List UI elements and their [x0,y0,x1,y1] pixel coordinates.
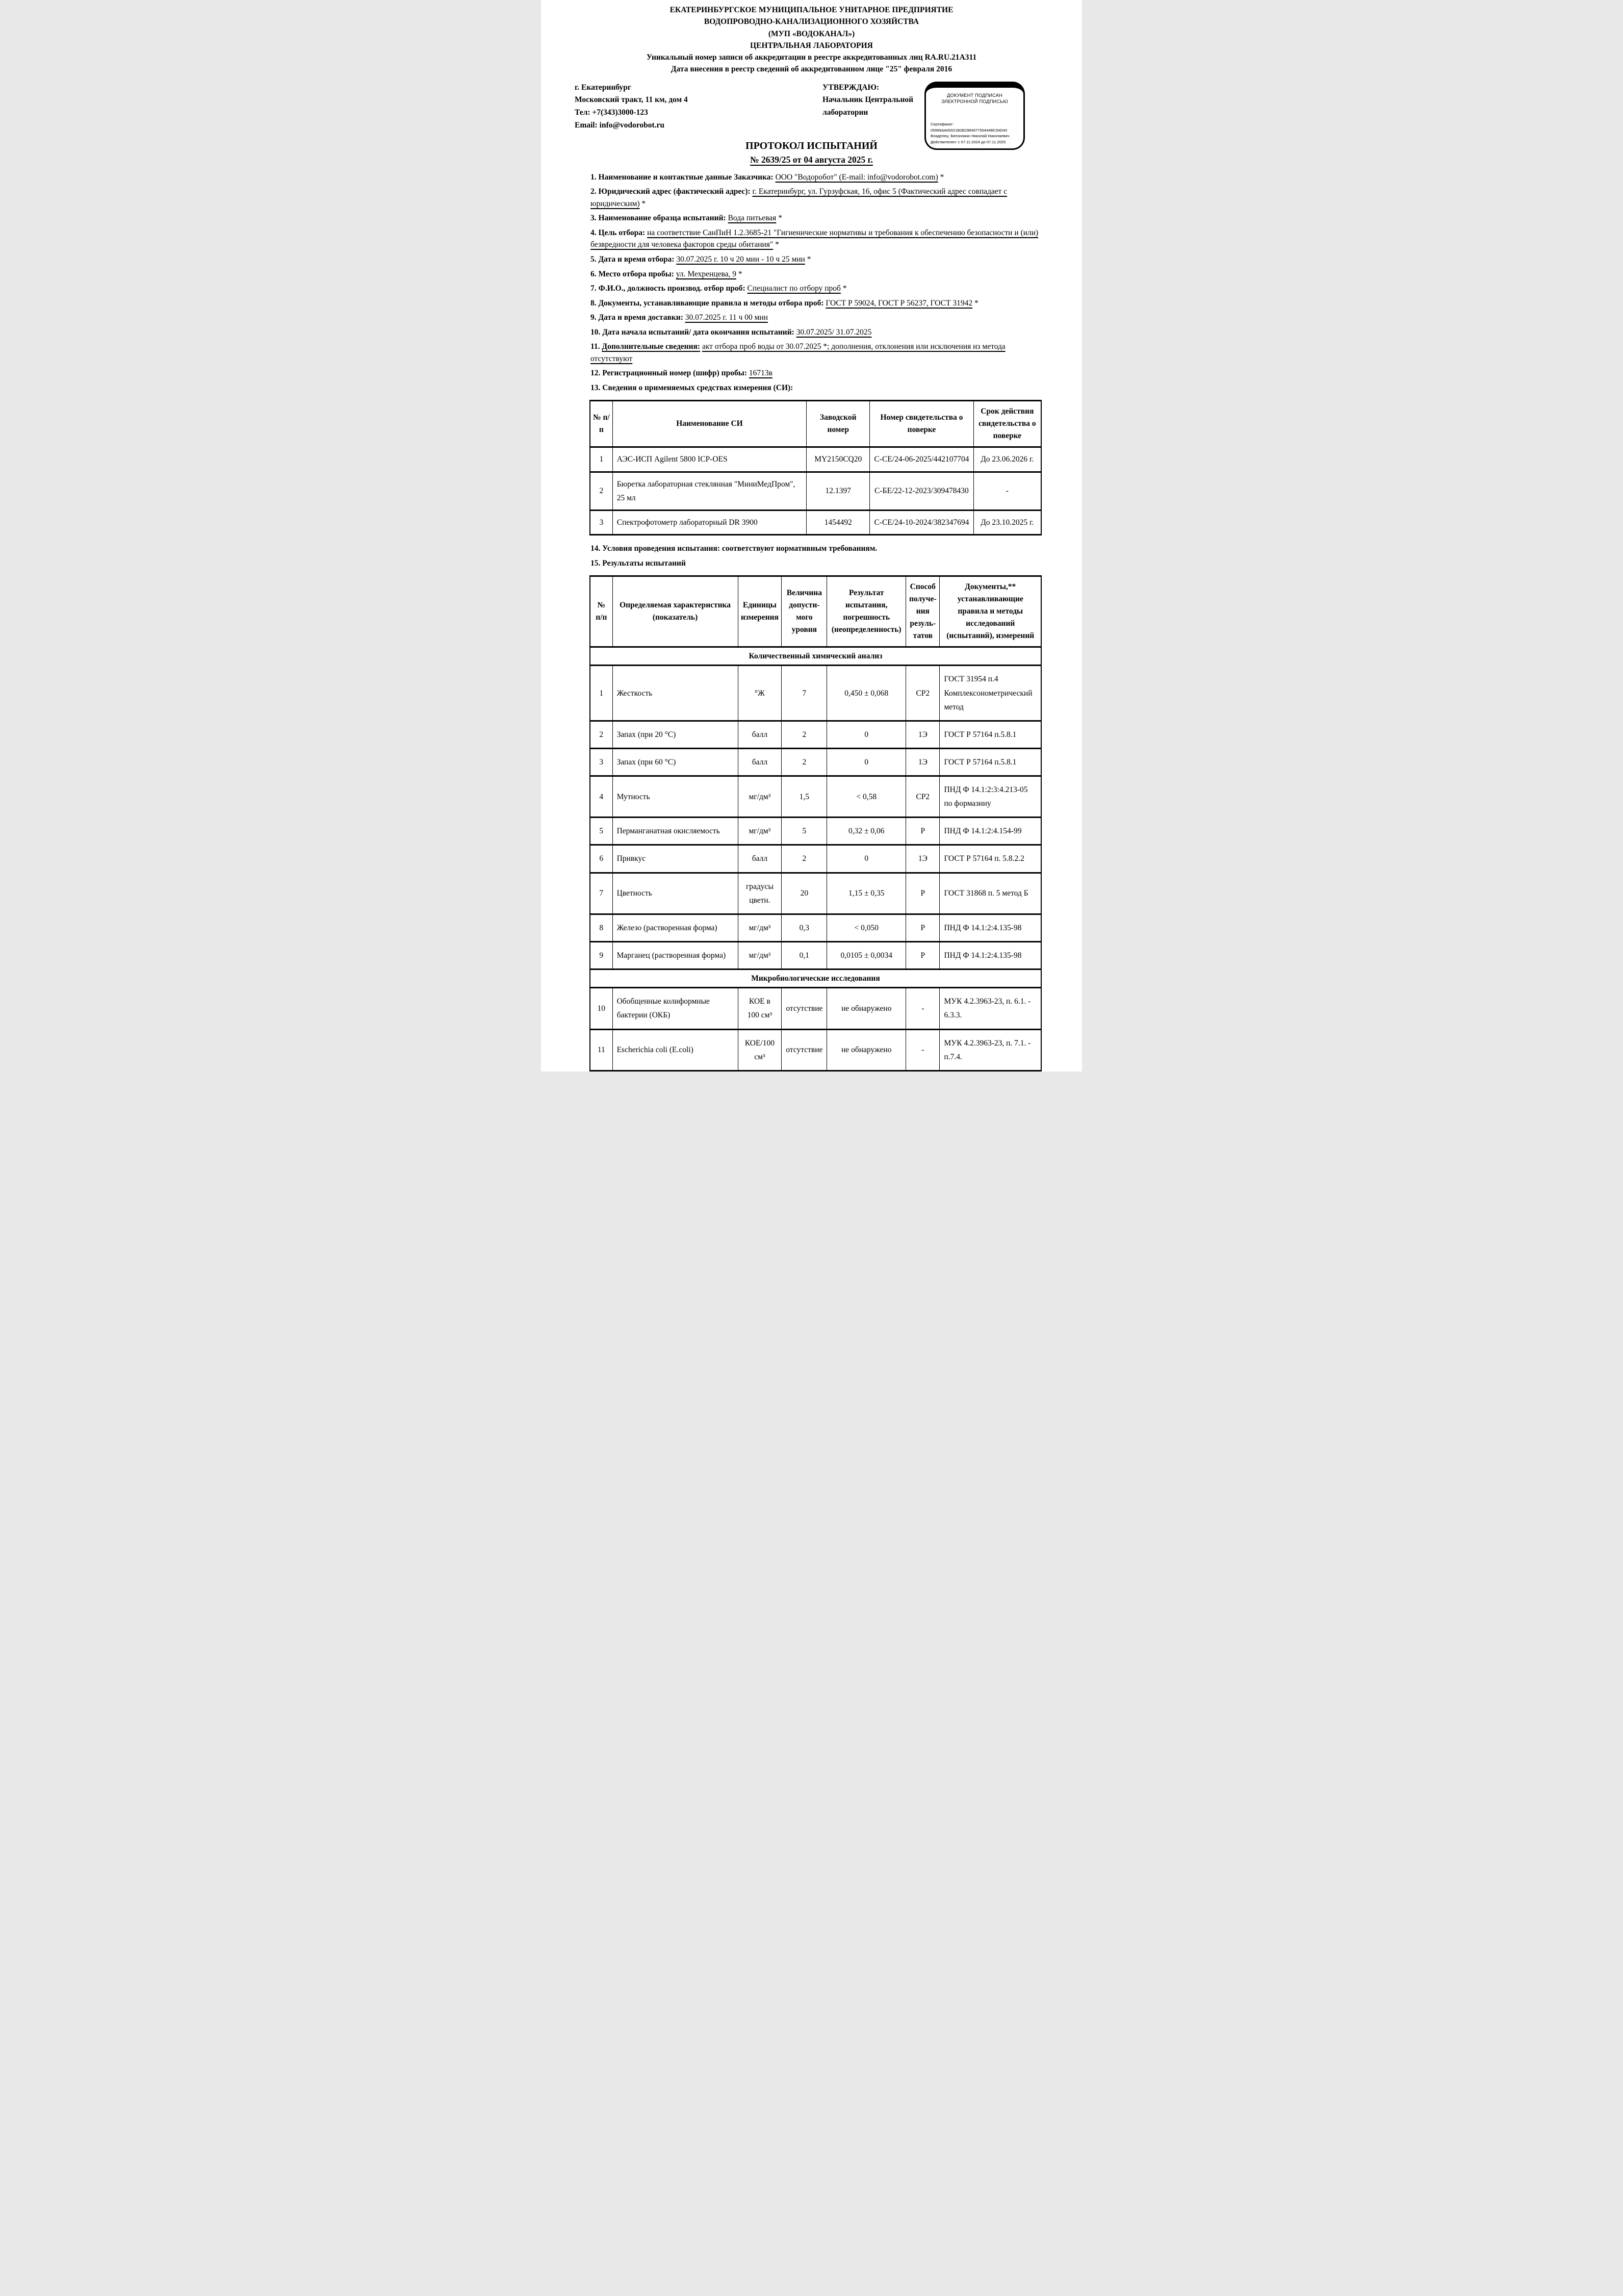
stamp-title-line1: ДОКУМЕНТ ПОДПИСАН [947,93,1002,98]
protocol-item-3 [590,212,1041,224]
results-cell: 2 [782,748,827,776]
results-table-row [590,914,1041,941]
results-cell: 20 [782,873,827,914]
protocol-item-1 [590,171,1041,184]
approver-title-line2: лаборатории [822,108,868,117]
item-value: ГОСТ Р 59024, ГОСТ Р 56237, ГОСТ 31942 [826,298,973,308]
protocol-item-4 [590,227,1041,251]
item-number: 15. [590,558,603,568]
item-value: Специалист по отбору проб [747,284,841,293]
column-header: Срок действия свидетельства о поверке [973,401,1041,447]
protocol-item-11 [590,341,1041,365]
approver-title-line1: Начальник Центральной [822,95,914,105]
protocol-items [590,171,1041,394]
item-suffix: * [773,240,779,249]
stamp-certificate: Сертификат: 05999AA00021B2B298497755444BC54D40 [931,122,1008,133]
results-cell: °Ж [738,666,782,721]
si-cell: До 23.06.2026 г. [973,447,1041,472]
results-cell: Запах (при 60 °С) [612,748,738,776]
item-label: Дата начала испытаний/ дата окончания испытаний: [602,327,794,337]
results-cell: ГОСТ 31954 п.4 Комплексонометрический метод [940,666,1041,721]
si-cell: - [973,472,1041,510]
results-cell: ГОСТ Р 57164 п.5.8.1 [940,721,1041,748]
item-label: Наименование и контактные данные Заказчика: [598,172,774,182]
org-name-line3: (МУП «ВОДОКАНАЛ») [768,29,855,38]
results-cell: Обобщенные колиформные бактерии (ОКБ) [612,988,738,1029]
results-cell: балл [738,748,782,776]
digital-signature-stamp [924,82,1025,150]
item-value: на соответствие СанПиН 1.2.3685-21 "Гигиенические нормативы и требования к обеспечению безопасности и (или) безвредности для человека факторов среды обитания" [590,228,1039,249]
results-table [589,575,1042,1072]
results-table-row [590,873,1041,914]
column-header: Величина допусти-мого уровня [782,576,827,647]
stamp-validity: Действителен: с 07.11.2024 до 07.11.2025 [931,139,1006,144]
results-section-row [590,970,1041,988]
results-cell: 0 [827,748,906,776]
results-cell: мг/дм³ [738,818,782,845]
results-cell: Мутность [612,776,738,818]
results-table-row [590,845,1041,873]
protocol-number-prefix: № [750,154,762,165]
results-cell: 5 [590,818,612,845]
results-cell: 11 [590,1029,612,1070]
item-number: 3. [590,214,599,223]
results-cell: 2 [590,721,612,748]
protocol-item-14 [590,543,1041,555]
results-cell: 7 [782,666,827,721]
results-cell: 1 [590,666,612,721]
protocol-from-word: от [790,154,804,165]
item-label: Место отбора пробы: [598,269,674,278]
stamp-title [930,92,1019,105]
registry-date-line: Дата внесения в реестр сведений об аккредитованном лице "25" февраля 2016 [671,65,952,74]
item-value: Вода питьевая [728,214,777,223]
item-value: 30.07.2025/ 31.07.2025 [796,327,872,337]
si-cell: До 23.10.2025 г. [973,510,1041,534]
column-header: Единицы измерения [738,576,782,647]
results-cell: балл [738,721,782,748]
si-cell: 1454492 [807,510,870,534]
results-cell: 1,5 [782,776,827,818]
si-cell: 3 [590,510,612,534]
si-table-header-row [590,401,1041,447]
results-cell: ГОСТ Р 57164 п.5.8.1 [940,748,1041,776]
item-suffix: * [972,298,978,308]
results-cell: отсутствие [782,988,827,1029]
results-cell: Р [906,941,940,969]
item-number: 14. [590,544,603,553]
results-cell: 0,32 ± 0,06 [827,818,906,845]
item-suffix: * [736,269,742,278]
item-number: 8. [590,298,599,308]
si-table-row [590,510,1041,534]
results-cell: МУК 4.2.3963-23, п. 6.1. - 6.3.3. [940,988,1041,1029]
results-cell: Р [906,873,940,914]
item-suffix: * [805,254,811,264]
item-label: Дата и время отбора: [598,254,675,264]
results-cell: ГОСТ 31868 п. 5 метод Б [940,873,1041,914]
item-value: г. Екатеринбург, ул. Гурзуфская, 16, офис 5 (Фактический адрес совпадает с юридическим) [590,187,1008,208]
document-page [541,0,1082,1072]
results-cell: КОЕ/100 см³ [738,1029,782,1070]
protocol-number: 2639/25 [761,154,791,165]
results-cell: Марганец (растворенная форма) [612,941,738,969]
item-label: Дополнительные сведения: [602,342,701,351]
item-value: акт отбора проб воды от 30.07.2025 *; дополнения, отклонения или исключения из метода отсутствуют [590,342,1006,363]
item-label: Регистрационный номер (шифр) пробы: [602,369,747,378]
results-cell: 1Э [906,748,940,776]
item-number: 4. [590,228,599,237]
column-header: Заводской номер [807,401,870,447]
accreditation-number-line: Уникальный номер записи об аккредитации в реестре аккредитованных лиц RA.RU.21А311 [646,53,977,62]
protocol-item-13 [590,382,1041,394]
results-cell: 7 [590,873,612,914]
si-table-row [590,447,1041,472]
results-cell: 0 [827,721,906,748]
results-cell: 3 [590,748,612,776]
item-number: 2. [590,187,599,196]
item-suffix: * [840,284,847,293]
si-cell: 2 [590,472,612,510]
org-name-line4: ЦЕНТРАЛЬНАЯ ЛАБОРАТОРИЯ [750,41,873,50]
stamp-owner: Владелец: Белоножко Николай Николаевич [931,134,1010,139]
results-cell: - [906,1029,940,1070]
results-cell: градусы цветн. [738,873,782,914]
item-label: Сведения о применяемых средствах измерения (СИ): [602,383,793,392]
results-table-row [590,941,1041,969]
item-suffix: * [938,172,944,182]
results-cell: Привкус [612,845,738,873]
si-table [589,400,1042,535]
results-table-row [590,748,1041,776]
item-suffix: * [776,214,782,223]
results-cell: СР2 [906,666,940,721]
si-cell: АЭС-ИСП Agilent 5800 ICP-OES [612,447,807,472]
results-cell: 0 [827,845,906,873]
results-cell: КОЕ в 100 см³ [738,988,782,1029]
item-label: Цель отбора: [598,228,646,237]
results-cell: ПНД Ф 14.1:2:4.135-98 [940,941,1041,969]
lab-contacts [575,82,822,132]
results-cell: 0,1 [782,941,827,969]
protocol-item-10 [590,326,1041,339]
stamp-details [931,121,1020,145]
item-number: 12. [590,369,603,378]
column-header: № п/п [590,576,612,647]
results-table-row [590,818,1041,845]
results-table-row [590,988,1041,1029]
results-cell: - [906,988,940,1029]
results-table-row [590,721,1041,748]
item-label: Документы, устанавливающие правила и методы отбора проб: [598,298,824,308]
protocol-item-9 [590,312,1041,324]
results-cell: не обнаружено [827,988,906,1029]
item-value: соответствуют нормативным требованиям. [722,544,878,553]
results-cell: Железо (растворенная форма) [612,914,738,941]
si-cell: С-БЕ/22-12-2023/309478430 [870,472,974,510]
results-table-row [590,1029,1041,1070]
results-cell: Р [906,818,940,845]
si-cell: С-СЕ/24-10-2024/382347694 [870,510,974,534]
results-cell: Escherichia coli (E.coli) [612,1029,738,1070]
item-number: 13. [590,383,603,392]
contact-phone: Тел: +7(343)3000-123 [575,108,648,117]
item-label: Условия проведения испытания: [602,544,720,553]
item-label: Дата и время доставки: [598,313,683,322]
results-cell: Цветность [612,873,738,914]
item-value: 30.07.2025 г. 10 ч 20 мин - 10 ч 25 мин [676,254,805,264]
results-cell: Р [906,914,940,941]
protocol-item-5 [590,253,1041,266]
results-cell: не обнаружено [827,1029,906,1070]
results-table-body [590,647,1041,1071]
column-header: Документы,** устанавливающие правила и методы исследований (испытаний), измерений [940,576,1041,647]
results-cell: < 0,050 [827,914,906,941]
protocol-item-15 [590,557,1041,570]
results-section-row [590,647,1041,666]
si-cell: MY2150CQ20 [807,447,870,472]
results-cell: 1Э [906,845,940,873]
results-cell: ПНД Ф 14.1:2:3:4.213-05 по формазину [940,776,1041,818]
item-number: 7. [590,284,599,293]
results-cell: ПНД Ф 14.1:2:4.135-98 [940,914,1041,941]
results-cell: 2 [782,845,827,873]
results-table-row [590,666,1041,721]
item-value: ул. Мехренцева, 9 [676,269,736,278]
org-name-line2: ВОДОПРОВОДНО-КАНАЛИЗАЦИОННОГО ХОЗЯЙСТВА [704,17,919,27]
protocol-date: 04 августа 2025 г. [804,154,873,165]
results-section-label: Количественный химический анализ [590,647,1041,666]
si-cell: 12.1397 [807,472,870,510]
si-cell: С-СЕ/24-06-2025/442107704 [870,447,974,472]
results-cell: Перманганатная окисляемость [612,818,738,845]
item-value: 30.07.2025 г. 11 ч 00 мин [685,313,768,322]
results-cell: 6 [590,845,612,873]
item-number: 5. [590,254,599,264]
item-number: 11. [590,342,602,351]
item-suffix: * [639,199,646,208]
contact-email: Email: info@vodorobot.ru [575,120,665,130]
contact-city: г. Екатеринбург [575,83,631,92]
results-cell: 5 [782,818,827,845]
results-cell: МУК 4.2.3963-23, п. 7.1. - п.7.4. [940,1029,1041,1070]
column-header: Результат испытания, погрешность (неопределенность) [827,576,906,647]
results-cell: 4 [590,776,612,818]
item-label: Результаты испытаний [602,558,686,568]
item-value: 16713в [749,369,772,378]
protocol-item-7 [590,283,1041,295]
org-header [541,0,1082,75]
item-label: Ф.И.О., должность производ. отбор проб: [598,284,745,293]
results-cell: 0,0105 ± 0,0034 [827,941,906,969]
column-header: № п/п [590,401,612,447]
stamp-title-line2: ЭЛЕКТРОННОЙ ПОДПИСЬЮ [941,99,1008,105]
item-number: 9. [590,313,599,322]
results-cell: 8 [590,914,612,941]
results-cell: мг/дм³ [738,941,782,969]
results-cell: 1Э [906,721,940,748]
results-cell: 0,3 [782,914,827,941]
column-header: Способ получе-ния резуль-татов [906,576,940,647]
results-cell: ГОСТ Р 57164 п. 5.8.2.2 [940,845,1041,873]
results-cell: СР2 [906,776,940,818]
item-label: Юридический адрес (фактический адрес): [598,187,751,196]
results-cell: ПНД Ф 14.1:2:4.154-99 [940,818,1041,845]
protocol-number-line [541,155,1082,165]
results-cell: 10 [590,988,612,1029]
results-cell: < 0,58 [827,776,906,818]
item-number: 6. [590,269,599,278]
item-value: ООО "Водоробот" (E-mail: info@vodorobot.com) [775,172,938,182]
protocol-item-2 [590,186,1041,210]
org-name-line1: ЕКАТЕРИНБУРГСКОЕ МУНИЦИПАЛЬНОЕ УНИТАРНОЕ ПРЕДПРИЯТИЕ [669,6,954,14]
item-label: Наименование образца испытаний: [598,214,726,223]
results-cell: Жесткость [612,666,738,721]
protocol-item-6 [590,268,1041,280]
si-cell: Спектрофотометр лабораторный DR 3900 [612,510,807,534]
protocol-items-after-table [590,543,1041,569]
item-number: 10. [590,327,603,337]
protocol-title: ПРОТОКОЛ ИСПЫТАНИЙ [745,140,878,151]
results-section-label: Микробиологические исследования [590,970,1041,988]
results-cell: 9 [590,941,612,969]
results-table-row [590,776,1041,818]
results-cell: мг/дм³ [738,776,782,818]
column-header: Наименование СИ [612,401,807,447]
results-cell: балл [738,845,782,873]
column-header: Определяемая характеристика (показатель) [612,576,738,647]
column-header: Номер свидетельства о поверке [870,401,974,447]
results-cell: 0,450 ± 0,068 [827,666,906,721]
results-cell: отсутствие [782,1029,827,1070]
item-number: 1. [590,172,599,182]
protocol-item-8 [590,297,1041,310]
results-cell: Запах (при 20 °С) [612,721,738,748]
si-cell: Бюретка лабораторная стеклянная "МиниМедПром", 25 мл [612,472,807,510]
results-cell: 1,15 ± 0,35 [827,873,906,914]
protocol-item-12 [590,367,1041,379]
approval-block [822,82,924,132]
results-table-header-row [590,576,1041,647]
si-cell: 1 [590,447,612,472]
contact-address: Московский тракт, 11 км, дом 4 [575,95,688,105]
si-table-body [590,447,1041,535]
results-cell: мг/дм³ [738,914,782,941]
approve-label: УТВЕРЖДАЮ: [822,83,880,92]
si-table-row [590,472,1041,510]
results-cell: 2 [782,721,827,748]
